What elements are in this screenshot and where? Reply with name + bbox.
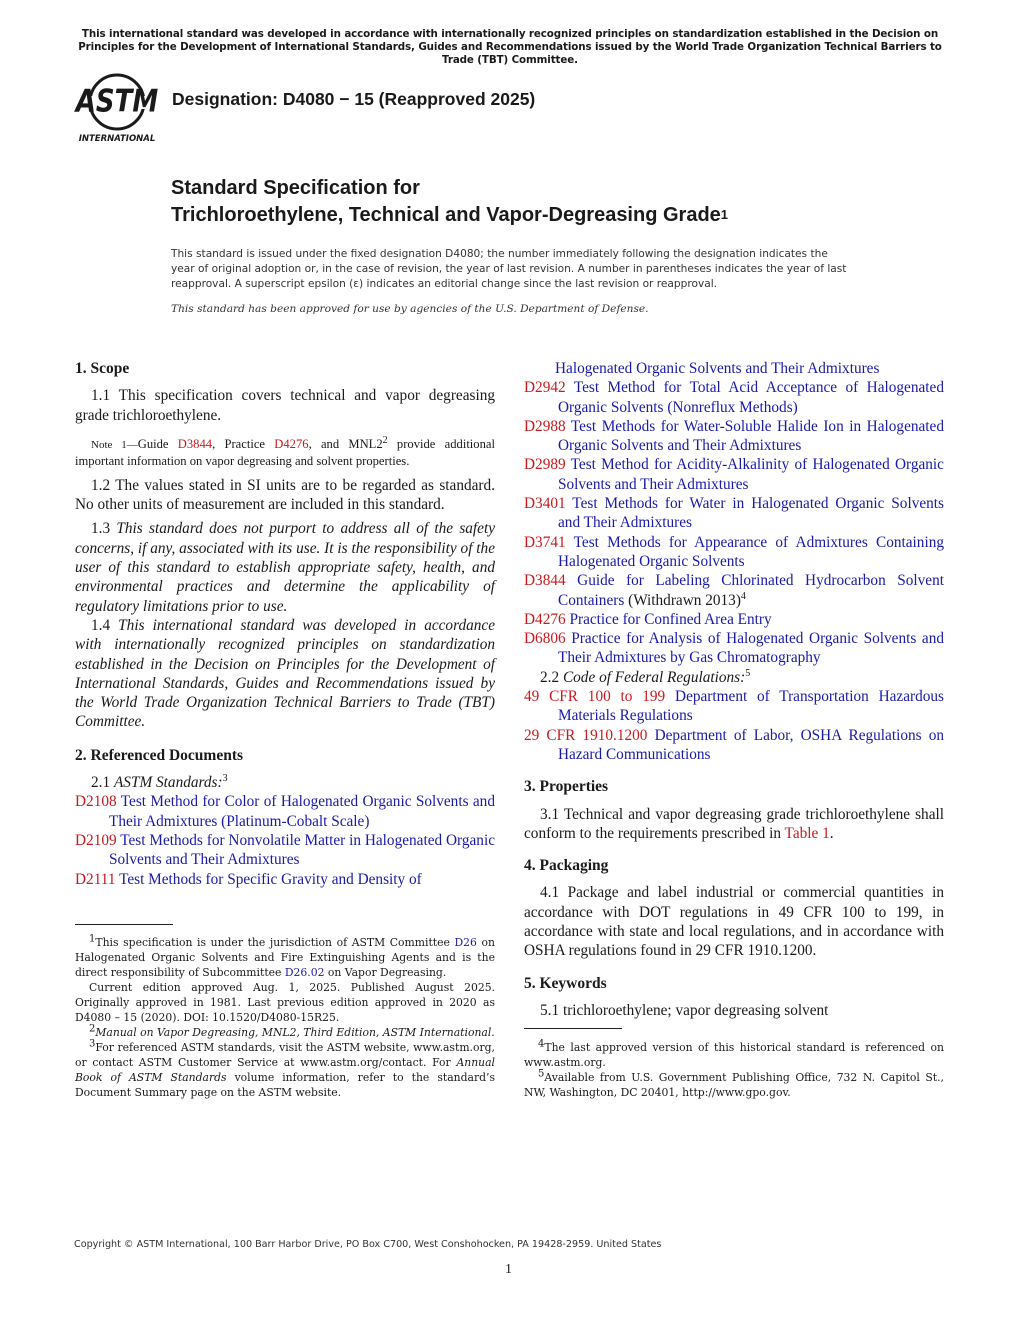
reference-title-link[interactable]: Test Method for Total Acid Acceptance of Halogenated Organic Solvents (Nonreflux Methods) [558,379,944,416]
reference-title-link[interactable]: Test Methods for Specific Gravity and Density of [119,870,422,888]
footnote-3: $^3$For referenced ASTM standards, visit the ASTM website, www.astm.org, or contact ASTM Customer Service at www.astm.org/contact. For Annual Book of ASTM Standards volume information, refer to the standard’s Document Summary page on the ASTM website. [75,1038,495,1099]
reference-item [524,417,944,456]
table-1-link[interactable]: Table 1 [784,824,830,842]
dod-approval-statement: This standard has been approved for use by agencies of the U.S. Department of Defense. [171,303,649,315]
reference-item [524,378,944,417]
scope-1-4: 1.4 This international standard was developed in accordance with internationally recognized principles on standardization established in the Decision on Principles for the Development of International Standards, Guides and Recommendations issued by the World Trade Organization Technical Barriers to Trade (TBT) Committee. [75,616,495,731]
astm-reference-list [75,792,495,888]
reference-code-link[interactable]: D3844 [524,572,566,590]
cfr-reference-list [524,687,944,764]
reference-item [75,831,495,870]
reference-withdrawn-note: (Withdrawn 2013) [624,591,741,609]
reference-code-link[interactable]: D2111 [75,870,116,888]
cfr-subheading: 2.2 Code of Federal Regulations:$^5$ [540,667,751,686]
reference-title-link[interactable]: Test Methods for Water in Halogenated Organic Solvents and Their Admixtures [558,495,944,532]
footnote-rule-left [75,924,173,925]
reference-code-link[interactable]: D3741 [524,533,566,551]
astm-logo-graphic [72,72,164,146]
properties-3-1: 3.1 Technical and vapor degreasing grade trichloroethylene shall conform to the requirements prescribed in Table 1. [524,805,944,842]
footnotes-left [75,935,495,1100]
reference-title-link[interactable]: Practice for Analysis of Halogenated Organic Solvents and Their Admixtures by Gas Chromatography [558,630,944,667]
reference-title-link[interactable]: Test Methods for Appearance of Admixtures Containing Halogenated Organic Solvents [558,533,944,570]
scope-1-3: 1.3 This standard does not purport to address all of the safety concerns, if any, associated with its use. It is the responsibility of the user of this standard to establish appropriate safety, health, and environmental practices and determine the applicability of regulatory limitations prior to use. [75,520,496,615]
astm-logo [72,72,164,146]
astm-standards-subheading: 2.1 ASTM Standards:$^3$ [91,772,228,792]
reference-code-link[interactable]: D2989 [524,456,566,474]
reference-item [524,726,944,765]
reference-item [524,687,944,726]
reference-item [524,610,944,629]
right-column [524,359,944,1020]
reference-title-link[interactable]: Test Method for Color of Halogenated Organic Solvents and Their Admixtures (Platinum-Cobalt Scale) [109,793,495,830]
international-standard-notice: This international standard was developed in accordance with internationally recognized principles on standardization established in the Decision on Principles for the Development of International Standards, Guides and Recommendations issued by the World Trade Organization Technical Barriers to Trade (TBT) Committee. [78,28,942,66]
footnote-5: $^5$Available from U.S. Government Publishing Office, 732 N. Capitol St., NW, Washington, DC 20401, http://www.gpo.gov. [524,1068,944,1099]
title-footnote-mark: 1 [720,207,729,222]
reference-code-link[interactable]: 29 CFR 1910.1200 [524,726,648,744]
reference-item [524,629,944,668]
scope-1-2: 1.2 The values stated in SI units are to be regarded as standard. No other units of measurement are included in this standard. [75,476,495,514]
footnote-link-d26[interactable]: D26 [454,936,477,949]
reference-item [524,455,944,494]
astm-reference-continued[interactable]: Halogenated Organic Solvents and Their Admixtures [555,360,880,377]
reference-title-link[interactable]: Practice for Confined Area Entry [569,610,772,628]
reference-code-link[interactable]: D6806 [524,630,566,648]
section-heading-scope: 1. Scope [75,360,130,377]
reference-item [75,870,495,889]
reference-title-link[interactable]: Test Methods for Water-Soluble Halide Ion in Halogenated Organic Solvents and Their Admixtures [558,417,944,455]
footnote-4: $^4$The last approved version of this historical standard is referenced on www.astm.org. [524,1038,944,1069]
footnote-1-edition: Current edition approved Aug. 1, 2025. Published August 2025. Originally approved in 1981. Last previous edition approved in 2020 as D4080 – 15 (2020). DOI: 10.1520/D4080-15R25. [75,981,495,1024]
scope-1-1: 1.1 This specification covers technical and vapor degreasing grade trichloroethylene. [75,387,495,424]
section-heading-keywords: 5. Keywords [524,974,607,992]
reference-code-link[interactable]: D2988 [524,417,566,435]
packaging-4-1: 4.1 Package and label industrial or commercial quantities in accordance with DOT regulations in 49 CFR 100 to 199, in accordance with state and local regulations, and in accordance with OSHA regulations found in 29 CFR 1910.1200. [524,884,944,960]
footnote-1: $^1$This specification is under the jurisdiction of ASTM Committee D26 on Halogenated Organic Solvents and Fire Extinguishing Agents and is the direct responsibility of Subcommittee D26.02 on Vapor Degreasing. [75,933,495,979]
reference-code-link[interactable]: D2942 [524,379,566,397]
section-heading-referenced-documents: 2. Referenced Documents [75,746,244,764]
reference-title-link[interactable]: Department of Transportation Hazardous Materials Regulations [558,688,945,725]
reference-title-link[interactable]: Test Methods for Nonvolatile Matter in Halogenated Organic Solvents and Their Admixtures [109,831,495,869]
footnotes-right [524,1040,944,1100]
section-heading-properties: 3. Properties [524,778,609,796]
reference-title-link[interactable]: Guide for Labeling Chlorinated Hydrocarbon Solvent Containers [558,572,944,609]
title-line-1: Standard Specification for [171,177,420,199]
page-number: 1 [505,1262,512,1277]
footnote-link-d26-02[interactable]: D26.02 [284,966,325,979]
note-link-d3844[interactable]: D3844 [177,436,213,451]
note-1: Note 1—Guide D3844, Practice D4276, and $MNL2^2$ provide additional important information on vapor degreasing and solvent properties. [75,434,495,468]
footnote-rule-right [524,1028,622,1029]
reference-code-link[interactable]: D4276 [524,610,566,628]
copyright: Copyright © ASTM International, 100 Barr Harbor Drive, PO Box C700, West Conshohocken, PA 19428-2959. United States [74,1239,662,1250]
reference-title-link[interactable]: Department of Labor, OSHA Regulations on Hazard Communications [558,726,945,763]
note-link-d4276[interactable]: D4276 [274,436,309,451]
document-title [171,175,728,230]
reference-title-link[interactable]: Test Method for Acidity-Alkalinity of Halogenated Organic Solvents and Their Admixtures [558,456,944,493]
keywords-5-1: 5.1 trichloroethylene; vapor degreasing solvent [540,1001,829,1019]
designation: Designation: D4080 − 15 (Reapproved 2025) [172,89,536,109]
footnote-2: $^2$Manual on Vapor Degreasing, MNL2, Third Edition, ASTM International. [89,1023,495,1039]
reference-code-link[interactable]: D2108 [75,793,117,811]
reference-footnote-mark: 4 [740,590,746,602]
reference-code-link[interactable]: 49 CFR 100 to 199 [524,688,666,706]
reference-code-link[interactable]: D2109 [75,831,117,849]
title-line-2: Trichloroethylene, Technical and Vapor-Degreasing Grade$^1$ [171,204,729,226]
section-heading-packaging: 4. Packaging [524,857,609,875]
astm-reference-list-continued [524,378,944,667]
reference-code-link[interactable]: D3401 [524,495,566,513]
logo-letters: ASTM [75,82,159,120]
reference-item [524,494,944,533]
reference-item [524,533,944,572]
issuance-statement: This standard is issued under the fixed designation D4080; the number immediately following the designation indicates the year of original adoption or, in the case of revision, the year of last revision. A number in parentheses indicates the year of last reapproval. A superscript epsilon (ε) indicates an editorial change since the last revision or reapproval. [171,248,847,290]
reference-item [524,571,944,610]
reference-item [75,792,495,831]
left-column [75,359,495,889]
logo-international: INTERNATIONAL [78,134,156,144]
